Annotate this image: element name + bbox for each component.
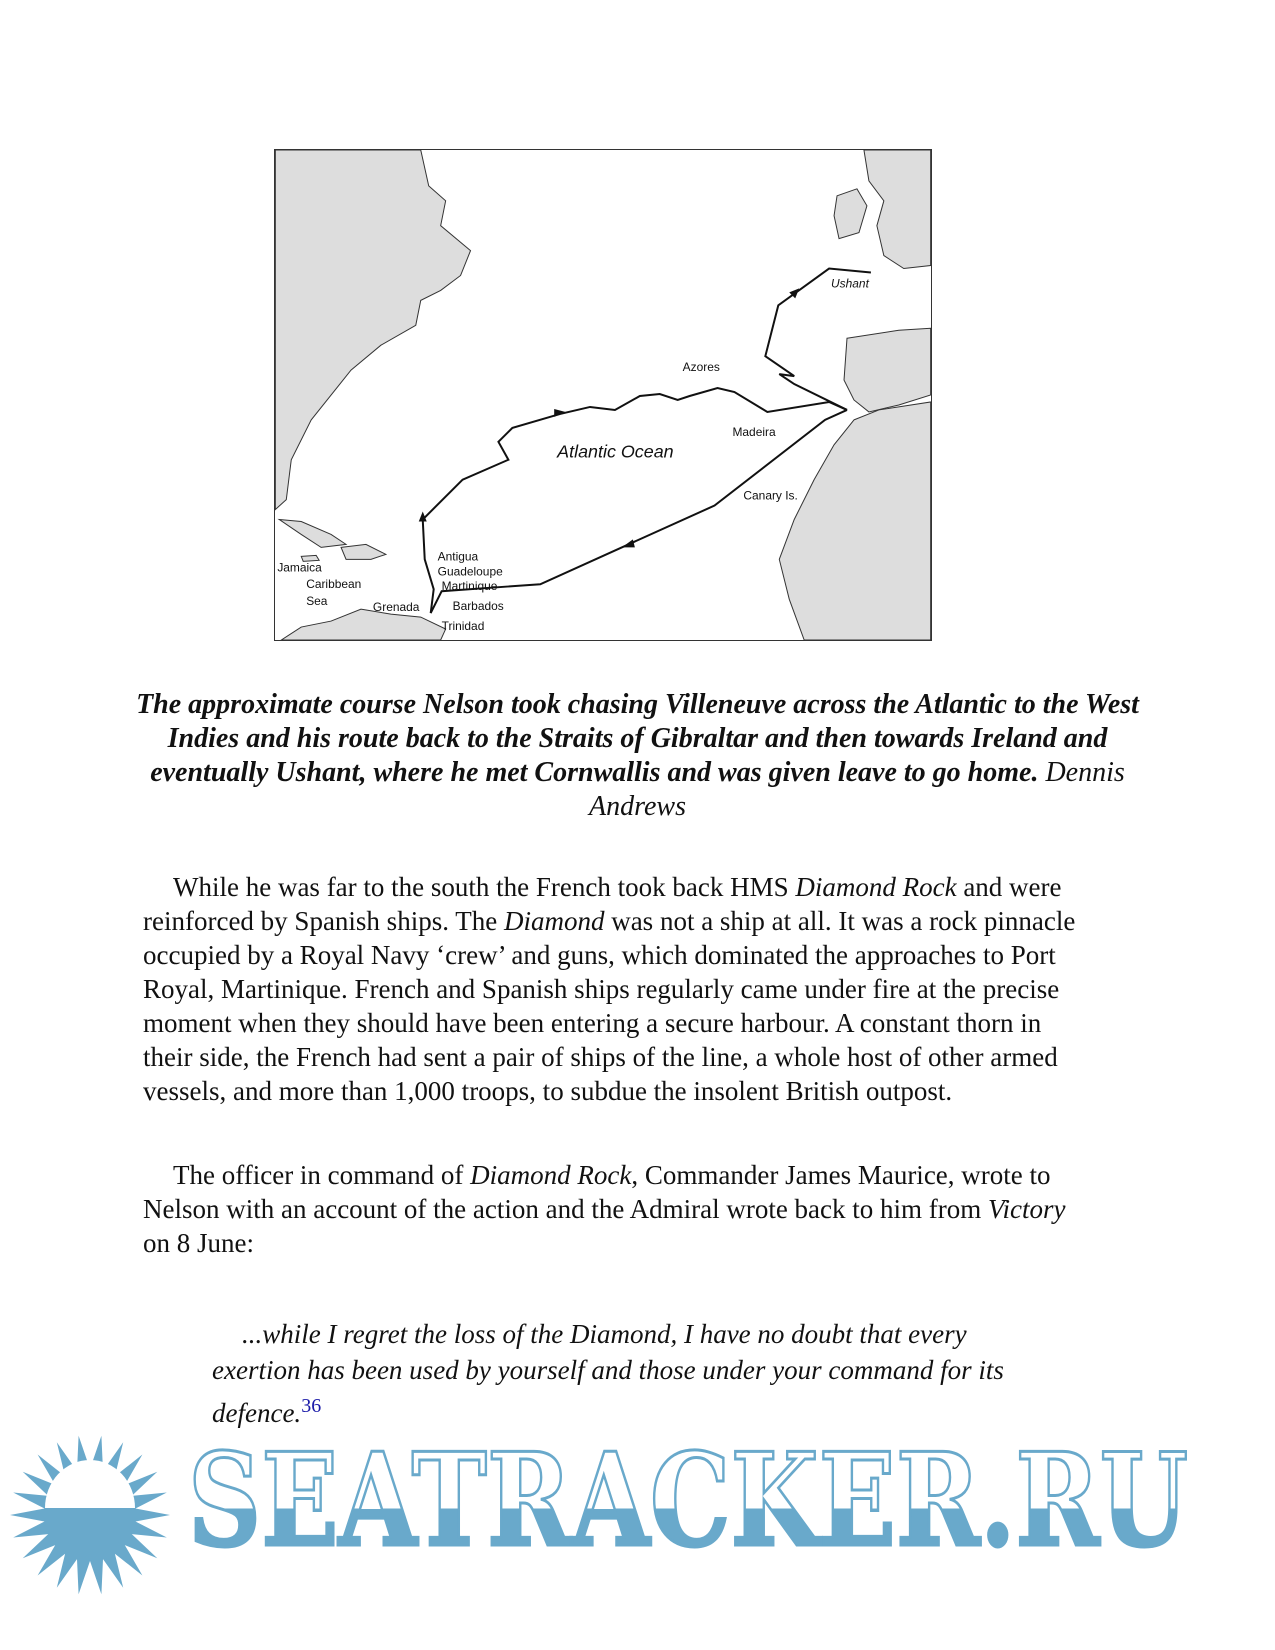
map-svg bbox=[275, 150, 931, 640]
watermark-logo bbox=[0, 1435, 1275, 1650]
cuba-land bbox=[279, 519, 346, 547]
label-sea: Sea bbox=[306, 594, 328, 609]
block-quote bbox=[212, 1316, 1012, 1431]
label-atlantic-ocean: Atlantic Ocean bbox=[557, 441, 674, 462]
label-ushant: Ushant bbox=[831, 276, 869, 291]
footnote-ref[interactable]: 36 bbox=[301, 1395, 322, 1417]
body-text: was not a ship at all. It was a rock pinnacle occupied by a Royal Navy ‘crew’ and guns, which dominated the approaches to Port Royal, Martinique. French and Spanish ships regularly came under fire at the precise moment when they should have been entering a secure harbour. A constant thorn in their side, the French had sent a pair of ships of the line, a whole host of other armed vessels, and more than 1,000 troops, to subdue the insolent British outpost. bbox=[143, 906, 1076, 1106]
iberia-land bbox=[844, 328, 931, 412]
route-map bbox=[274, 149, 932, 641]
body-text: While he was far to the south the French took back HMS bbox=[173, 872, 796, 902]
label-guadeloupe: Guadeloupe bbox=[437, 564, 503, 579]
body-paragraph-2 bbox=[143, 1158, 1078, 1260]
body-text: , Commander James Maurice, wrote to Nelson with an account of the action and the Admiral wrote back to him from bbox=[143, 1160, 1051, 1224]
caption-text: The approximate course Nelson took chasing Villeneuve across the Atlantic to the West Indies and his route back to the Straits of Gibraltar and then towards Ireland and eventually Ushant, where he met Cornwallis and was given leave to go home. bbox=[136, 689, 1139, 788]
south-america-land bbox=[281, 609, 445, 640]
label-martinique: Martinique bbox=[441, 579, 498, 594]
watermark-text: SEATRACKER.RU bbox=[188, 1435, 1188, 1576]
quote-text: ...while I regret the loss of the Diamond, I have no doubt that every exertion has been used by yourself and those under your command for its defence. bbox=[212, 1319, 1004, 1428]
label-caribbean: Caribbean bbox=[306, 577, 362, 592]
label-madeira: Madeira bbox=[732, 424, 776, 439]
body-text: and were reinforced by Spanish ships. The bbox=[143, 872, 1062, 936]
sun-icon bbox=[10, 1436, 170, 1594]
label-antigua: Antigua bbox=[437, 549, 479, 564]
map-caption bbox=[130, 688, 1145, 824]
body-text: The officer in command of bbox=[173, 1160, 471, 1190]
label-canary: Canary Is. bbox=[743, 488, 798, 503]
label-azores: Azores bbox=[682, 360, 720, 375]
italic-title: Diamond Rock bbox=[795, 872, 957, 902]
europe-land bbox=[864, 150, 931, 269]
north-america-land bbox=[275, 150, 470, 510]
route-arrow bbox=[622, 539, 635, 547]
label-jamaica: Jamaica bbox=[277, 560, 322, 575]
ireland-land bbox=[834, 189, 867, 239]
italic-title: Victory bbox=[988, 1194, 1066, 1224]
italic-title: Diamond Rock bbox=[470, 1160, 632, 1190]
body-text: on 8 June: bbox=[143, 1228, 254, 1258]
label-grenada: Grenada bbox=[372, 600, 420, 615]
caption-credit: Dennis Andrews bbox=[589, 757, 1125, 822]
body-paragraph-1 bbox=[143, 870, 1078, 1108]
hispaniola-land bbox=[341, 544, 386, 559]
label-barbados: Barbados bbox=[452, 599, 504, 614]
italic-title: Diamond bbox=[503, 906, 605, 936]
label-trinidad: Trinidad bbox=[441, 619, 485, 634]
